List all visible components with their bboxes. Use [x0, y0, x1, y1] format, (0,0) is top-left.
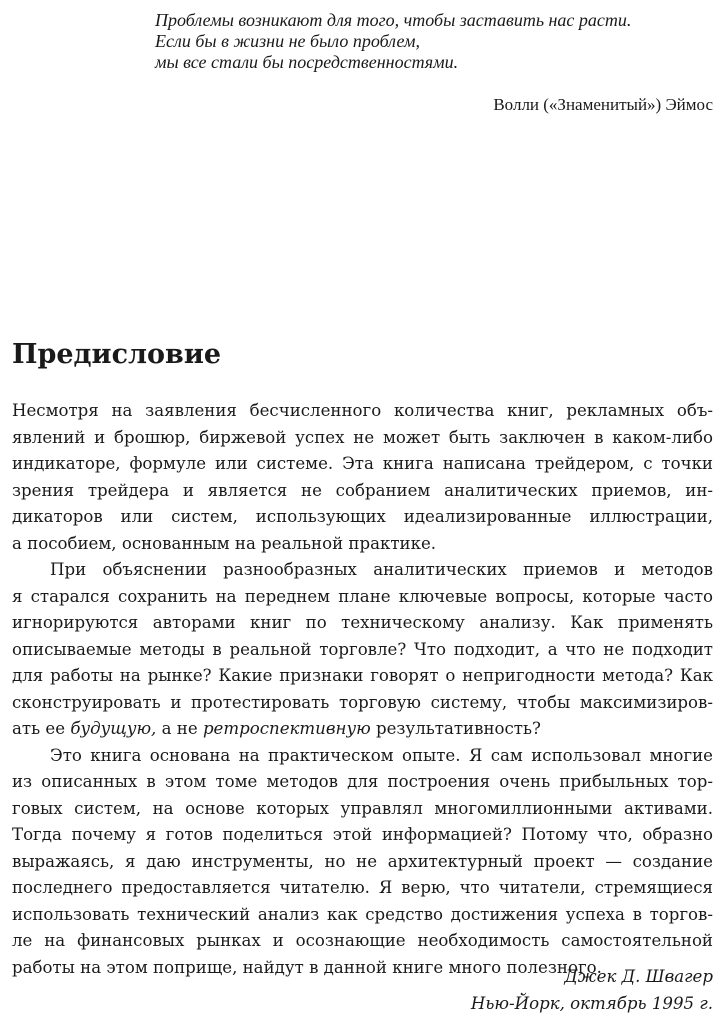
signature [471, 963, 713, 1017]
paragraph-1 [12, 398, 713, 557]
text-run: результативность? [370, 719, 541, 738]
body-text [12, 398, 713, 981]
text-line: выражаясь, я даю инструменты, но не архитектурный проект — создание [12, 851, 713, 871]
text-line: ле на финансовых рынках и осознающие необходимость самостоятельной [12, 931, 713, 950]
page-title: Предисловие [12, 339, 222, 370]
text-line: явлений и брошюр, биржевой успех не может быть заключен в каком-либо [12, 427, 713, 447]
emphasis-future: будущую, [70, 719, 157, 738]
signature-name: Джек Д. Швагер [564, 967, 713, 986]
text-line: использовать технический анализ как средство достижения успеха в торгов- [12, 904, 713, 924]
text-line: Это книга основана на практическом опыте. Я сам использовал многие [50, 745, 713, 765]
epigraph-author: Волли («Знаменитый») Эймос [493, 95, 713, 114]
text-line: индикаторе, формуле или системе. Эта книга написана трейдером, с точки [12, 454, 713, 473]
text-line: Несмотря на заявления бесчисленного количества книг, рекламных объ- [12, 401, 713, 420]
text-line: Тогда почему я готов поделиться этой информацией? Потому что, образно [12, 825, 713, 844]
epigraph-line: Проблемы возникают для того, чтобы заставить нас расти. [155, 10, 632, 30]
paragraph-3 [12, 743, 713, 982]
text-line: При объяснении разнообразных аналитических приемов и методов [50, 560, 713, 579]
text-line: для работы на рынке? Какие признаки говорят о непригодности метода? Как [12, 666, 713, 685]
text-line: говых систем, на основе которых управлял многомиллионными активами. [12, 798, 713, 818]
text-run: ать ее [12, 719, 71, 738]
text-line: игнорируются авторами книг по техническому анализу. Как применять [12, 613, 713, 632]
text-line: дикаторов или систем, использующих идеализированные иллюстрации, [12, 507, 713, 526]
text-line: зрения трейдера и является не собранием аналитических приемов, ин- [12, 480, 713, 500]
emphasis-retrospective: ретроспективную [202, 719, 371, 738]
text-line: а пособием, основанным на реальной практике. [12, 533, 437, 553]
text-line [12, 716, 713, 743]
paragraph-2 [12, 557, 713, 743]
text-run: а не [156, 719, 203, 738]
epigraph-line: мы все стали бы посредственностями. [155, 52, 459, 72]
text-line: сконструировать и протестировать торговую систему, чтобы максимизиров- [12, 692, 713, 712]
text-line: описываемые методы в реальной торговле? Что подходит, а что не подходит [12, 639, 713, 659]
text-line: работы на этом поприще, найдут в данной книге много полезного. [12, 957, 602, 977]
text-line: я старался сохранить на переднем плане ключевые вопросы, которые часто [12, 586, 713, 606]
text-line: последнего предоставляется читателю. Я верю, что читатели, стремящиеся [12, 878, 713, 897]
epigraph-line: Если бы в жизни не было проблем, [155, 31, 421, 51]
text-line: из описанных в этом томе методов для построения очень прибыльных тор- [12, 772, 713, 791]
epigraph [155, 10, 715, 73]
signature-place-date: Нью-Йорк, октябрь 1995 г. [470, 994, 713, 1013]
